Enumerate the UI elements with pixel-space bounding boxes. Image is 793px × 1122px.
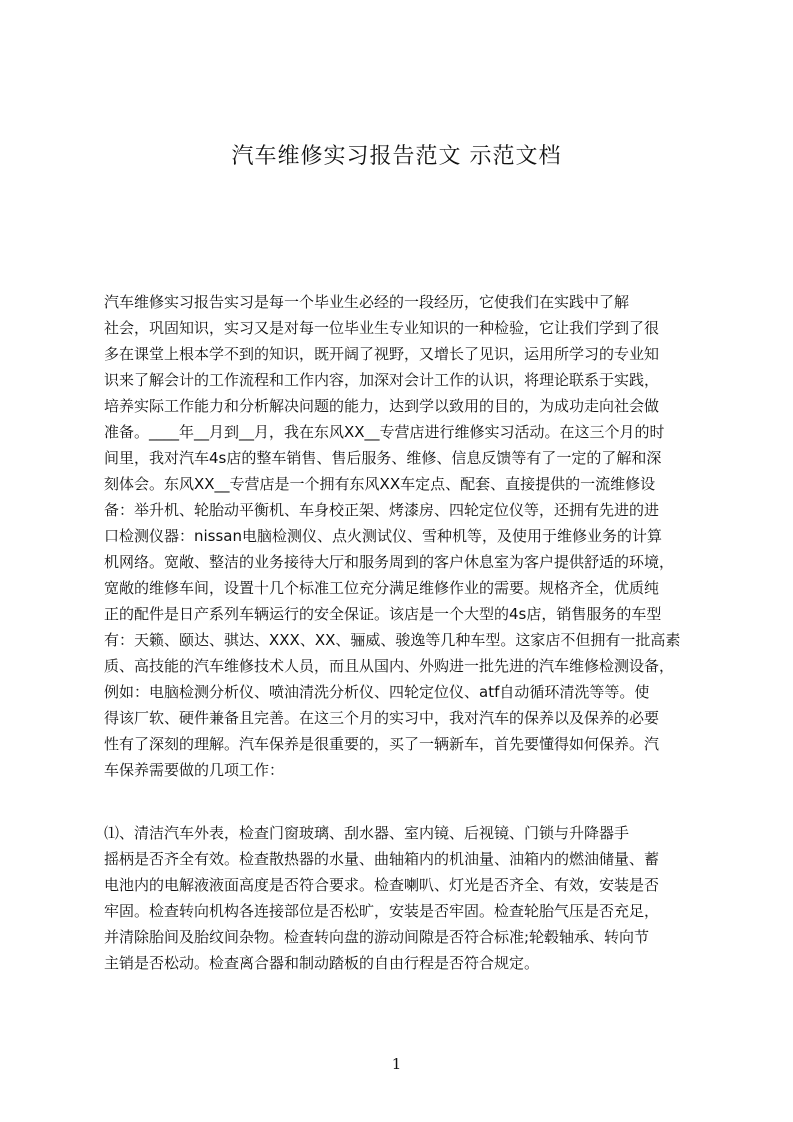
- text-line: 多在课堂上根本学不到的知识，既开阔了视野，又增长了见识，运用所学习的专业知: [104, 345, 660, 363]
- text-line: 得该厂软、硬件兼备且完善。在这三个月的实习中，我对汽车的保养以及保养的必要: [104, 709, 660, 727]
- text-line: 培养实际工作能力和分析解决问题的能力，达到学以致用的目的，为成功走向社会做: [104, 397, 660, 415]
- text-line: 例如：电脑检测分析仪、喷油清洗分析仪、四轮定位仪、atf自动循环清洗等等。使: [104, 683, 650, 701]
- text-line: 识来了解会计的工作流程和工作内容，加深对会计工作的认识，将理论联系于实践，: [104, 371, 660, 389]
- text-line: ⑴、清洁汽车外表，检查门窗玻璃、刮水器、室内镜、后视镜、门锁与升降器手: [104, 824, 630, 842]
- text-line: 摇柄是否齐全有效。检查散热器的水量、曲轴箱内的机油量、油箱内的燃油储量、蓄: [104, 850, 660, 868]
- text-line: 刻体会。东风XX__专营店是一个拥有东风XX车定点、配套、直接提供的一流维修设: [104, 475, 656, 493]
- text-line: 车保养需要做的几项工作：: [104, 761, 285, 779]
- text-line: 汽车维修实习报告实习是每一个毕业生必经的一段经历，它使我们在实践中了解: [104, 293, 630, 311]
- text-line: 质、高技能的汽车维修技术人员，而且从国内、外购进一批先进的汽车维修检测设备，: [104, 657, 675, 675]
- document-title: 汽车维修实习报告范文 示范文档: [231, 144, 562, 169]
- text-line: 性有了深刻的理解。汽车保养是很重要的，买了一辆新车，首先要懂得如何保养。汽: [104, 735, 660, 753]
- paragraph-intro: [104, 289, 700, 783]
- text-line: 社会，巩固知识，实习又是对每一位毕业生专业知识的一种检验，它让我们学到了很: [104, 319, 660, 337]
- text-line: 准备。____年__月到__月，我在东风XX__专营店进行维修实习活动。在这三个月的时: [104, 423, 665, 441]
- paragraph-maintenance-item-1: [104, 820, 700, 976]
- text-line: 机网络。宽敞、整洁的业务接待大厅和服务周到的客户休息室为客户提供舒适的环境，: [104, 553, 675, 571]
- text-line: 备：举升机、轮胎动平衡机、车身校正架、烤漆房、四轮定位仪等，还拥有先进的进: [104, 501, 660, 519]
- text-line: 间里，我对汽车4s店的整车销售、售后服务、维修、信息反馈等有了一定的了解和深: [104, 449, 662, 467]
- text-line: 牢固。检查转向机构各连接部位是否松旷，安装是否牢固。检查轮胎气压是否充足，: [104, 902, 660, 920]
- text-line: 宽敞的维修车间，设置十几个标准工位充分满足维修作业的需要。规格齐全，优质纯: [104, 579, 660, 597]
- text-line: 正的配件是日产系列车辆运行的安全保证。该店是一个大型的4s店，销售服务的车型: [104, 605, 662, 623]
- text-line: 电池内的电解液液面高度是否符合要求。检查喇叭、灯光是否齐全、有效，安装是否: [104, 876, 660, 894]
- page-number: 1: [391, 1055, 402, 1073]
- text-line: 主销是否松动。检查离合器和制动踏板的自由行程是否符合规定。: [104, 954, 540, 972]
- text-line: 口检测仪器：nissan电脑检测仪、点火测试仪、雪种机等，及使用于维修业务的计算: [104, 527, 663, 545]
- text-line: 有：天籁、颐达、骐达、XXX、XX、骊威、骏逸等几种车型。这家店不但拥有一批高素: [104, 631, 681, 649]
- text-line: 并清除胎间及胎纹间杂物。检查转向盘的游动间隙是否符合标准;轮毂轴承、转向节: [104, 928, 650, 946]
